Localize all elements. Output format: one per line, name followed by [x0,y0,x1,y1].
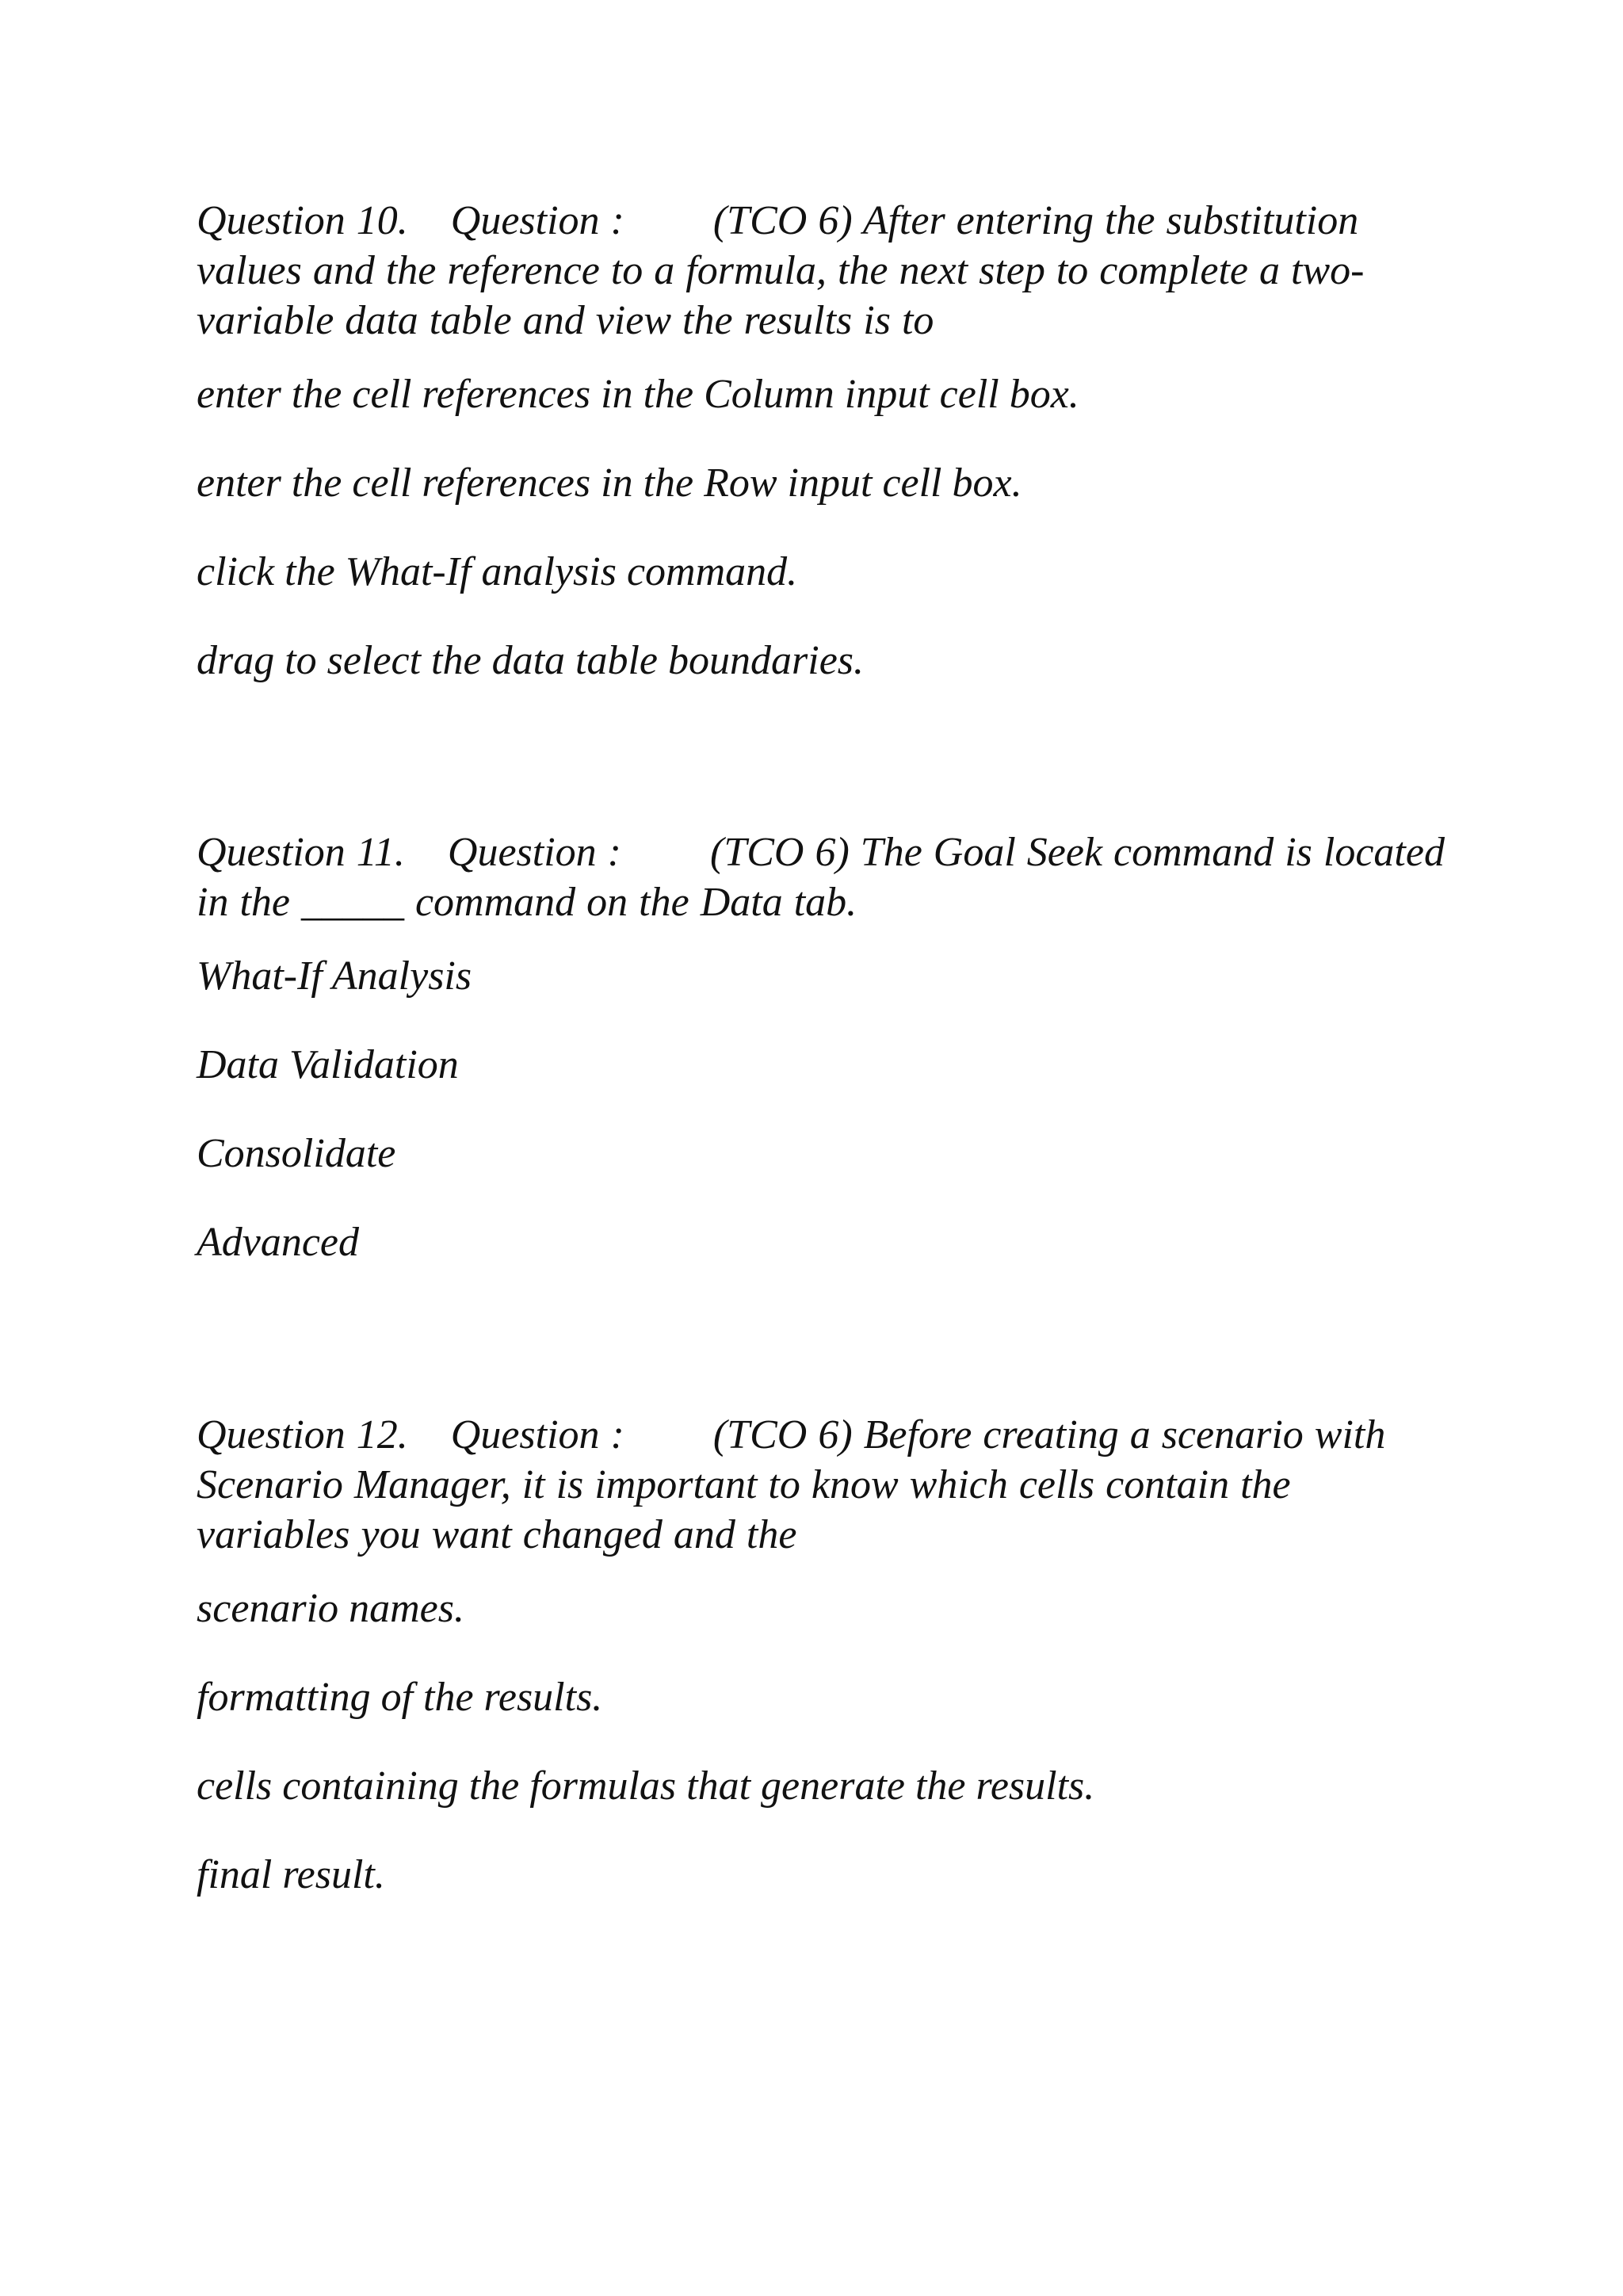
question-stem [197,1410,1449,1560]
answer-option[interactable]: drag to select the data table boundaries. [197,638,865,683]
answer-option[interactable]: cells containing the formulas that generate the results. [197,1763,1095,1809]
answer-option[interactable]: final result. [197,1852,385,1897]
answer-option[interactable]: Consolidate [197,1131,396,1176]
question-number: Question 11. [197,830,405,875]
question-text: (TCO 6) The Goal Seek command is located in the _____ command on the Data tab. [197,830,1445,925]
question-number: Question 12. [197,1412,408,1457]
answer-option[interactable]: scenario names. [197,1586,464,1631]
question-11 [197,827,1449,1306]
question-text: (TCO 6) After entering the substitution values and the reference to a formula, the next step to complete a two-variable data table and view the results is to [197,198,1365,343]
question-number: Question 10. [197,198,408,243]
answer-option[interactable]: What-If Analysis [197,953,472,999]
answer-option[interactable]: click the What-If analysis command. [197,549,798,594]
answer-option[interactable]: Data Validation [197,1042,459,1087]
answer-option[interactable]: formatting of the results. [197,1675,603,1720]
question-10 [197,196,1449,724]
question-label: Question : [450,1412,624,1457]
question-stem [197,196,1449,346]
answer-option[interactable]: enter the cell references in the Column input cell box. [197,372,1079,417]
answer-option[interactable]: enter the cell references in the Row input cell box. [197,460,1022,506]
question-text: (TCO 6) Before creating a scenario with Scenario Manager, it is important to know which cells contain the variables you want changed and the [197,1412,1386,1557]
answer-option[interactable]: Advanced [197,1220,360,1265]
question-12 [197,1410,1449,1939]
question-label: Question : [450,198,624,243]
question-label: Question : [447,830,621,875]
question-stem [197,827,1449,927]
